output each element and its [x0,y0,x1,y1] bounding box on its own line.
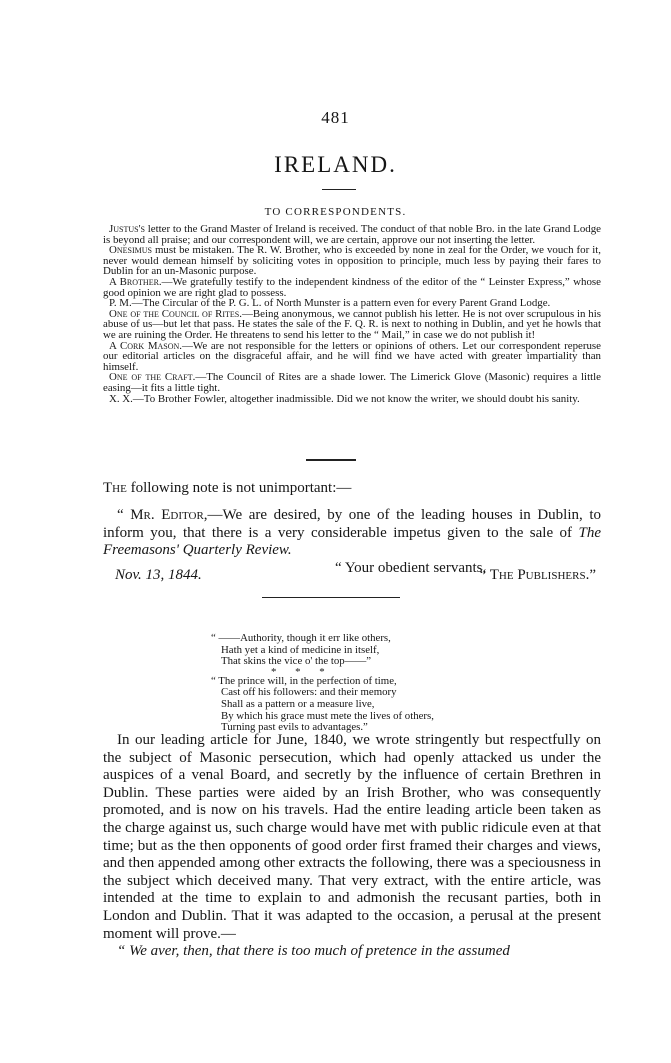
verse-line: Hath yet a kind of medicine in itself, [221,643,380,656]
verse-line: “ The prince will, in the perfection of time, [211,674,397,687]
note-body: —We are desired, by one of the leading houses in Dublin, to inform you, that there is a very considerable impetus given to the sale of [103,507,601,541]
section-divider [306,459,356,461]
verse-line: Cast off his followers: and their memory [221,686,397,699]
notice-onesimus: Onesimus must be mistaken. The R. W. Brother, who is exceeded by none in zeal for the Order, we vouch for it, never would demean himself by soliciting votes in opposition to principle, much less by paying their fares to Dublin for an un-Masonic purpose. [103,244,601,278]
notice-a-brother: A Brother.—We gratefully testify to the independent kindness of the editor of the “ Leinster Express,” whose good opinion we are right glad to possess. [103,275,601,299]
verse-line: Shall as a pattern or a measure live, [221,697,375,710]
verse-line: Turning past evils to advantages.” [221,721,368,734]
notice-pm: P. M.—The Circular of the P. G. L. of North Munster is a pattern even for every Parent Grand Lodge. [109,297,551,310]
journal-title: The Freemasons' Quarterly Review. [103,524,601,558]
body-paragraph: In our leading article for June, 1840, we wrote stringently but respectfully on the subject of Masonic persecution, which had openly attacked us under the auspices of a venal Board, and secretly by the influence of certain Brethren in Dublin. These parties were aided by an Irish Brother, who was consequently promoted, and is now on his travels. Had the entire leading article been taken as the charge against us, such charge would have met with public ridicule even at that time; but as the then opponents of good order first framed their charges and views, and then appended among other extracts the following, there was a speciousness in the subject which deceived many. That very extract, with the entire article, was intended at the time to explain to and admonish the recusant parties, both in London and Dublin. That it was adapted to the occasion, a perusal at the present moment will prove.— [103,732,601,942]
verse-epigraph [211,633,511,734]
notice-cork-mason: A Cork Mason.—We are not responsible for the letters or opinions of others. Let our correspondent reperuse our editorial articles on the disgraceful affair, and he will find we have acted with greater impartiality than himself. [103,339,601,373]
note-divider [262,597,400,598]
note-intro: The following note is not unimportant:— [103,480,352,496]
verse-line: By which his grace must mete the lives of others, [221,709,434,722]
notice-justus: Justus's letter to the Grand Master of Ireland is received. The conduct of that noble Bro. in the late Grand Lodge is beyond all praise; and our correspondent will, we are certain, approve our not inserting the letter. [103,223,601,246]
page-number: 481 [321,108,350,127]
body-quote-paragraph: “ We aver, then, that there is too much of pretence in the assumed [117,943,510,960]
section-subheading: TO CORRESPONDENTS. [264,206,407,218]
note-signature: “ The Publishers.” [479,567,596,583]
page-title: IRELAND. [274,152,397,177]
note-date: Nov. 13, 1844. [115,567,202,583]
title-rule [322,189,356,190]
note-closing: “ Your obedient servants, [335,559,487,576]
correspondents-notices [103,224,601,404]
verse-asterisks: * * * [271,665,333,678]
notice-council-of-rites: One of the Council of Rites.—Being anonymous, we cannot publish his letter. He is not over scrupulous in his abuse of us—but let that pass. He states the sale of the F. Q. R. is next to nothing in Dublin, and yet he howls that we are ruining the Order. He threatens to send his letter to the “ Mail,” in case we do not publish it! [103,307,601,341]
verse-line: “ ——Authority, though it err like others, [211,632,391,644]
article-body [103,732,601,961]
notice-x-x: X. X.—To Brother Fowler, altogether inadmissible. Did we not know the writer, we should doubt his sanity. [109,392,580,405]
verse-line: That skins the vice o' the top——” [221,655,372,668]
note-salutation: “ Mr. Editor, [117,507,208,523]
notice-one-of-the-craft: One of the Craft.—The Council of Rites are a shade lower. The Limerick Glove (Masonic) requires a little easing—it fits a little tight. [103,371,601,394]
